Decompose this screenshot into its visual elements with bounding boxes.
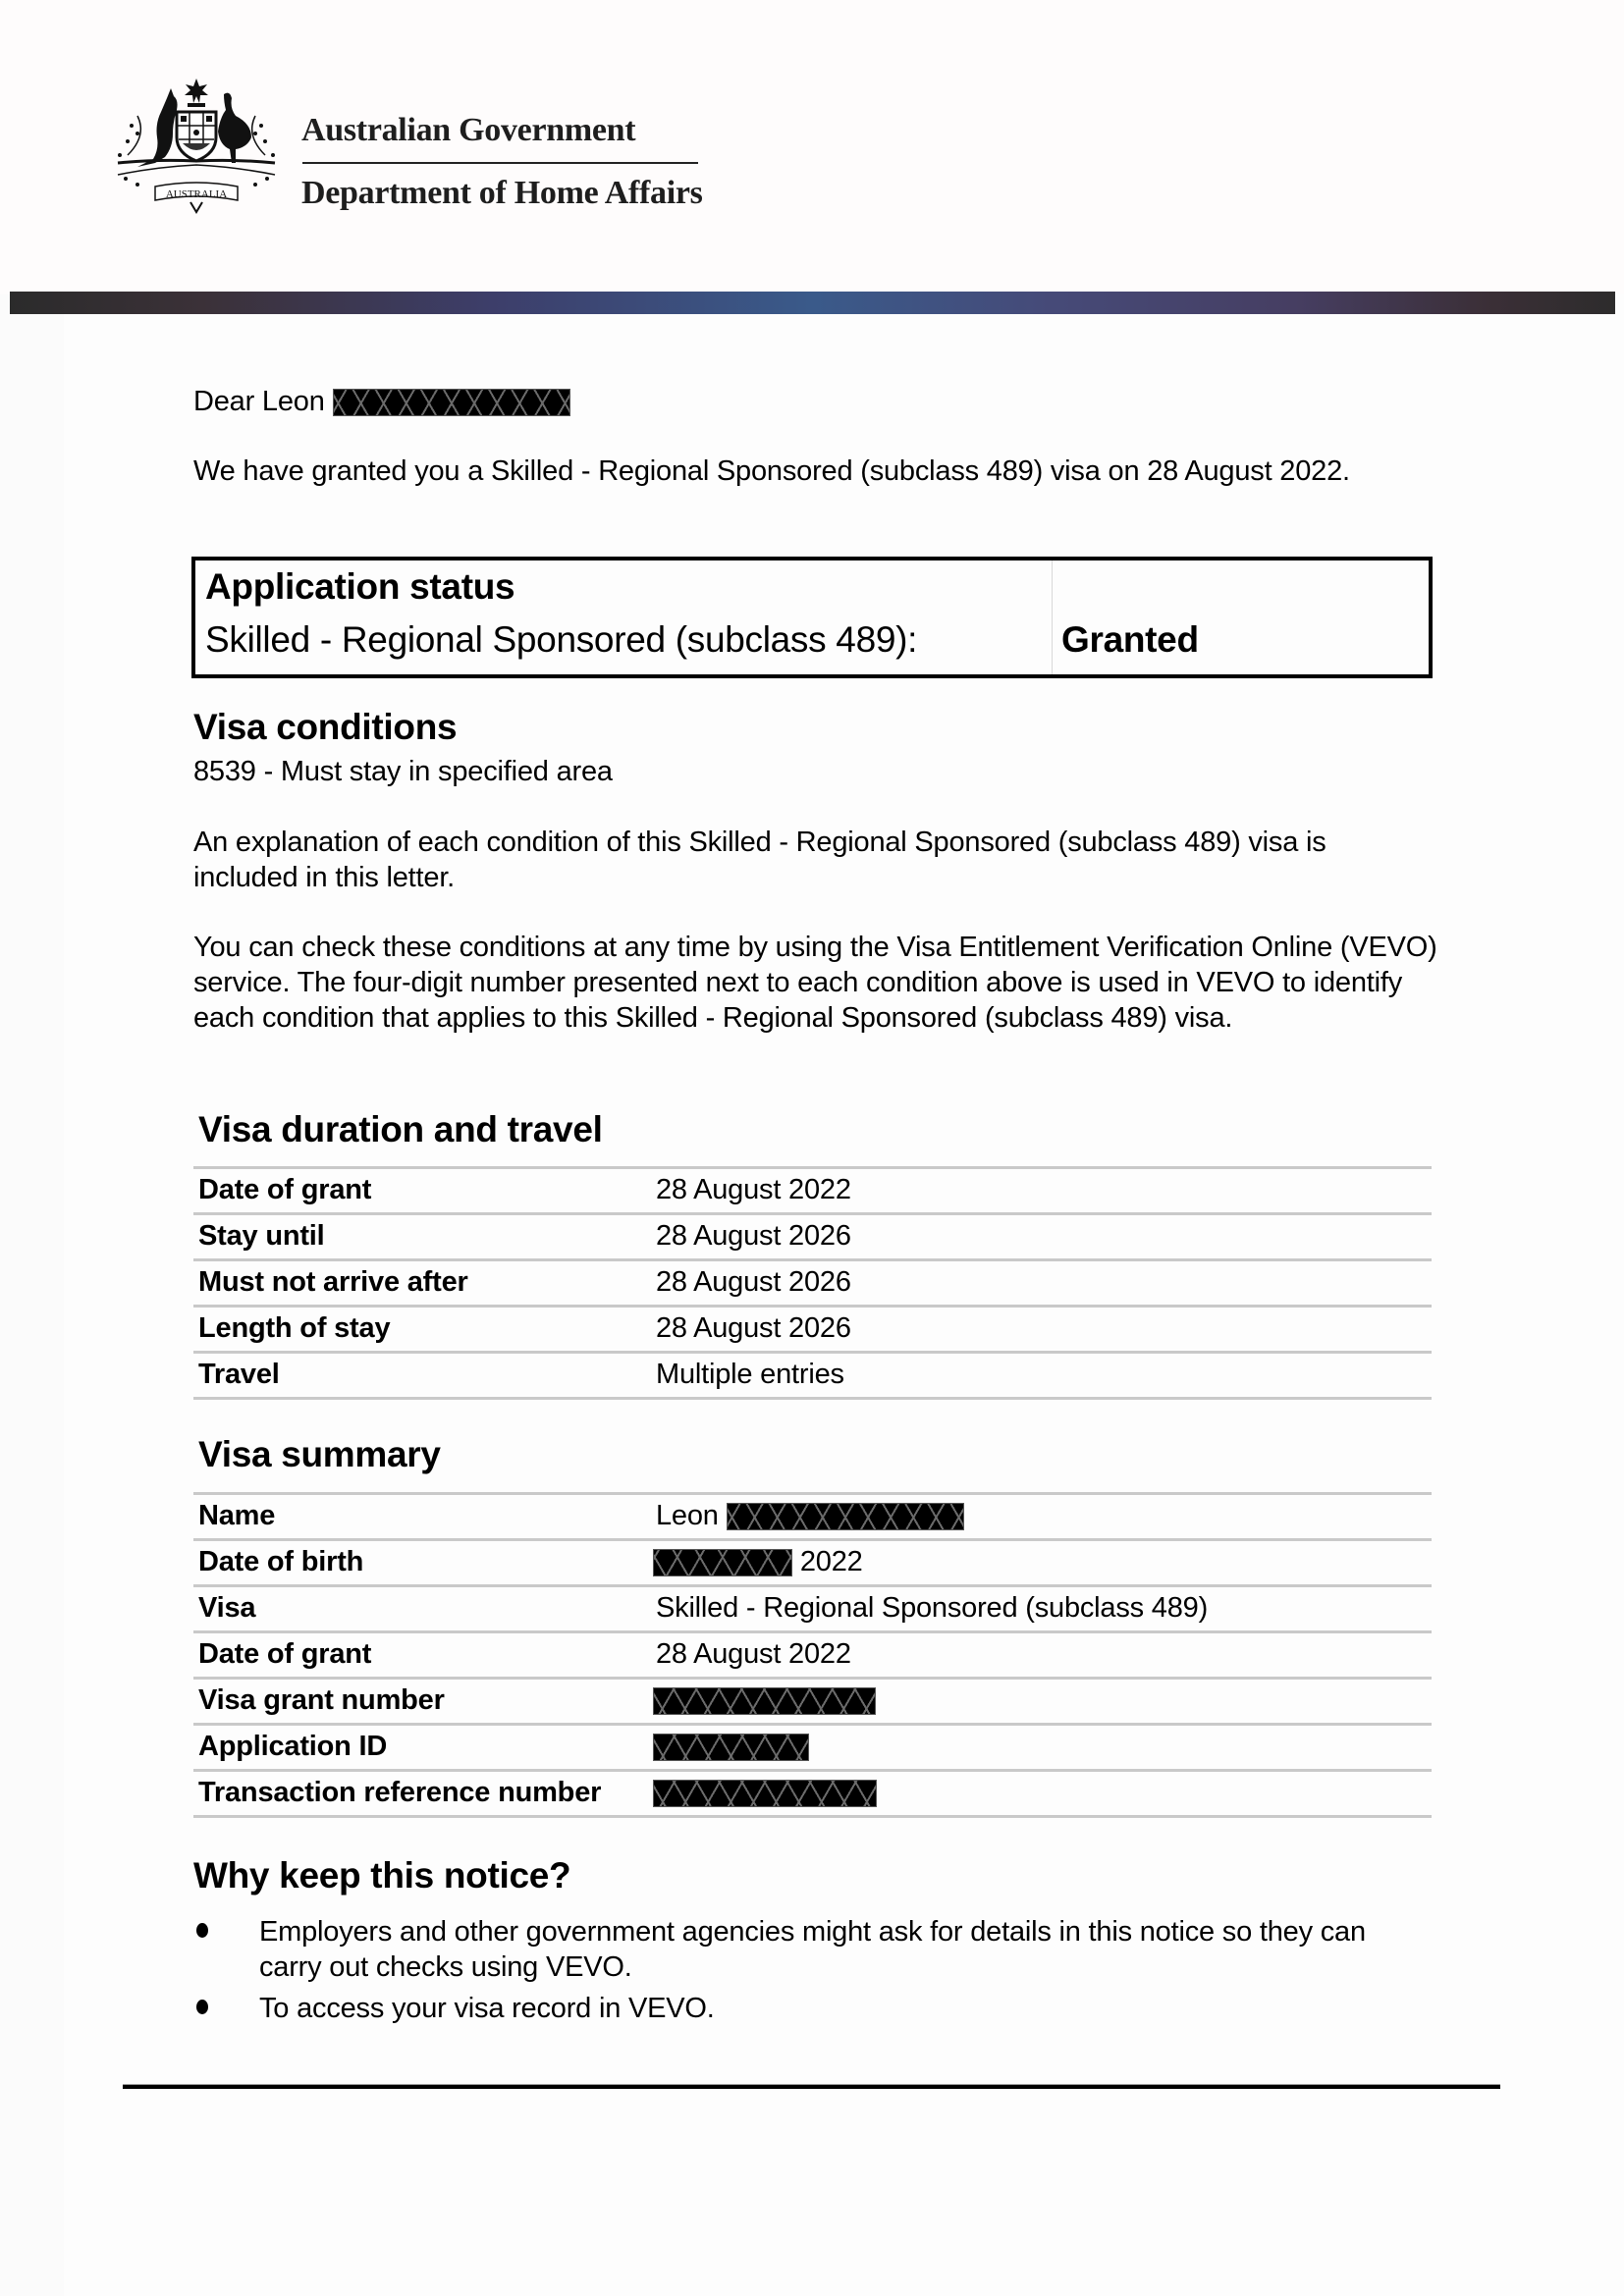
- redacted-application-id: [653, 1734, 809, 1761]
- row-value: [656, 1500, 964, 1532]
- row-value: [653, 1684, 876, 1717]
- row-value: [653, 1731, 809, 1763]
- bullet-icon: [196, 2000, 208, 2014]
- row-label: Name: [198, 1500, 276, 1531]
- visa-summary-table: [193, 1492, 1432, 1818]
- table-row: [193, 1351, 1432, 1400]
- birth-year-value: 2022: [799, 1546, 863, 1577]
- table-row: [193, 1212, 1432, 1258]
- row-value: Multiple entries: [656, 1359, 844, 1390]
- row-label: Transaction reference number: [198, 1777, 602, 1808]
- greeting: [193, 384, 1433, 419]
- list-item-text: To access your visa record in VEVO.: [259, 1993, 715, 2024]
- svg-text:AUSTRALIA: AUSTRALIA: [165, 188, 228, 200]
- row-label: Date of grant: [198, 1638, 372, 1670]
- footer-divider: [123, 2084, 1500, 2089]
- department-name: Department of Home Affairs: [301, 175, 703, 211]
- table-row: [193, 1305, 1432, 1351]
- list-item: [193, 1914, 1431, 1985]
- table-row: [193, 1630, 1432, 1677]
- row-label: Visa grant number: [198, 1684, 445, 1716]
- row-value: Skilled - Regional Sponsored (subclass 489): [656, 1592, 1209, 1624]
- table-row: [193, 1769, 1432, 1818]
- row-value: 28 August 2026: [656, 1220, 851, 1252]
- visa-conditions-explanation: An explanation of each condition of this Skilled - Regional Sponsored (subclass 489) visa is included in this letter.: [193, 827, 1326, 893]
- application-status-heading: Application status: [205, 566, 515, 607]
- row-label: Length of stay: [198, 1312, 391, 1344]
- row-label: Must not arrive after: [198, 1266, 468, 1298]
- row-label: Application ID: [198, 1731, 388, 1762]
- row-value: 28 August 2026: [656, 1266, 851, 1298]
- table-row: [193, 1492, 1432, 1538]
- row-label: Visa: [198, 1592, 256, 1624]
- row-value: 28 August 2022: [656, 1638, 851, 1670]
- letterhead-divider: [302, 162, 698, 164]
- table-row: [193, 1258, 1432, 1305]
- organisation-name: Australian Government: [301, 112, 636, 148]
- why-keep-list: [193, 1914, 1431, 2032]
- intro-paragraph: We have granted you a Skilled - Regional Sponsored (subclass 489) visa on 28 August 2022.: [193, 455, 1350, 487]
- redacted-visa-grant-number: [653, 1687, 876, 1715]
- application-status-visa-label: Skilled - Regional Sponsored (subclass 489):: [205, 619, 918, 660]
- status-box-divider: [1052, 561, 1053, 674]
- application-status-value: Granted: [1061, 619, 1199, 660]
- visa-duration-table: [193, 1166, 1432, 1400]
- greeting-salutation: Dear Leon: [193, 386, 325, 417]
- row-label: Date of grant: [198, 1174, 372, 1205]
- row-label: Travel: [198, 1359, 280, 1390]
- redacted-surname: [727, 1503, 964, 1530]
- list-item-text: Employers and other government agencies might ask for details in this notice so they can carry out checks using VEVO.: [259, 1916, 1366, 1983]
- visa-conditions-heading: Visa conditions: [193, 707, 458, 747]
- row-value: [653, 1546, 863, 1578]
- row-value: [653, 1777, 877, 1809]
- coat-of-arms-icon: [98, 77, 295, 219]
- row-label: Date of birth: [198, 1546, 364, 1577]
- redacted-birth-date: [653, 1549, 792, 1576]
- table-row: [193, 1166, 1432, 1212]
- row-value: 28 August 2022: [656, 1174, 851, 1205]
- table-row: [193, 1723, 1432, 1769]
- application-status-box: [191, 557, 1433, 678]
- why-keep-heading: Why keep this notice?: [193, 1855, 571, 1896]
- bullet-icon: [196, 1923, 208, 1938]
- letterhead-banner-bar: [10, 292, 1615, 314]
- table-row: [193, 1538, 1432, 1584]
- table-row: [193, 1584, 1432, 1630]
- redacted-surname: [333, 389, 570, 416]
- visa-condition-item: 8539 - Must stay in specified area: [193, 756, 613, 787]
- table-row: [193, 1677, 1432, 1723]
- vevo-paragraph: You can check these conditions at any time by using the Visa Entitlement Verification Online (VEVO) service. The four-digit number presented next to each condition above is used in VEVO to identify each condition that applies to this Skilled - Regional Sponsored (subclass 489) visa.: [193, 932, 1437, 1034]
- row-value: 28 August 2026: [656, 1312, 851, 1344]
- visa-summary-heading: Visa summary: [198, 1434, 441, 1474]
- redacted-transaction-reference: [653, 1780, 877, 1807]
- name-value: Leon: [656, 1500, 719, 1531]
- visa-duration-heading: Visa duration and travel: [198, 1109, 603, 1149]
- row-label: Stay until: [198, 1220, 325, 1252]
- list-item: [193, 1991, 1431, 2026]
